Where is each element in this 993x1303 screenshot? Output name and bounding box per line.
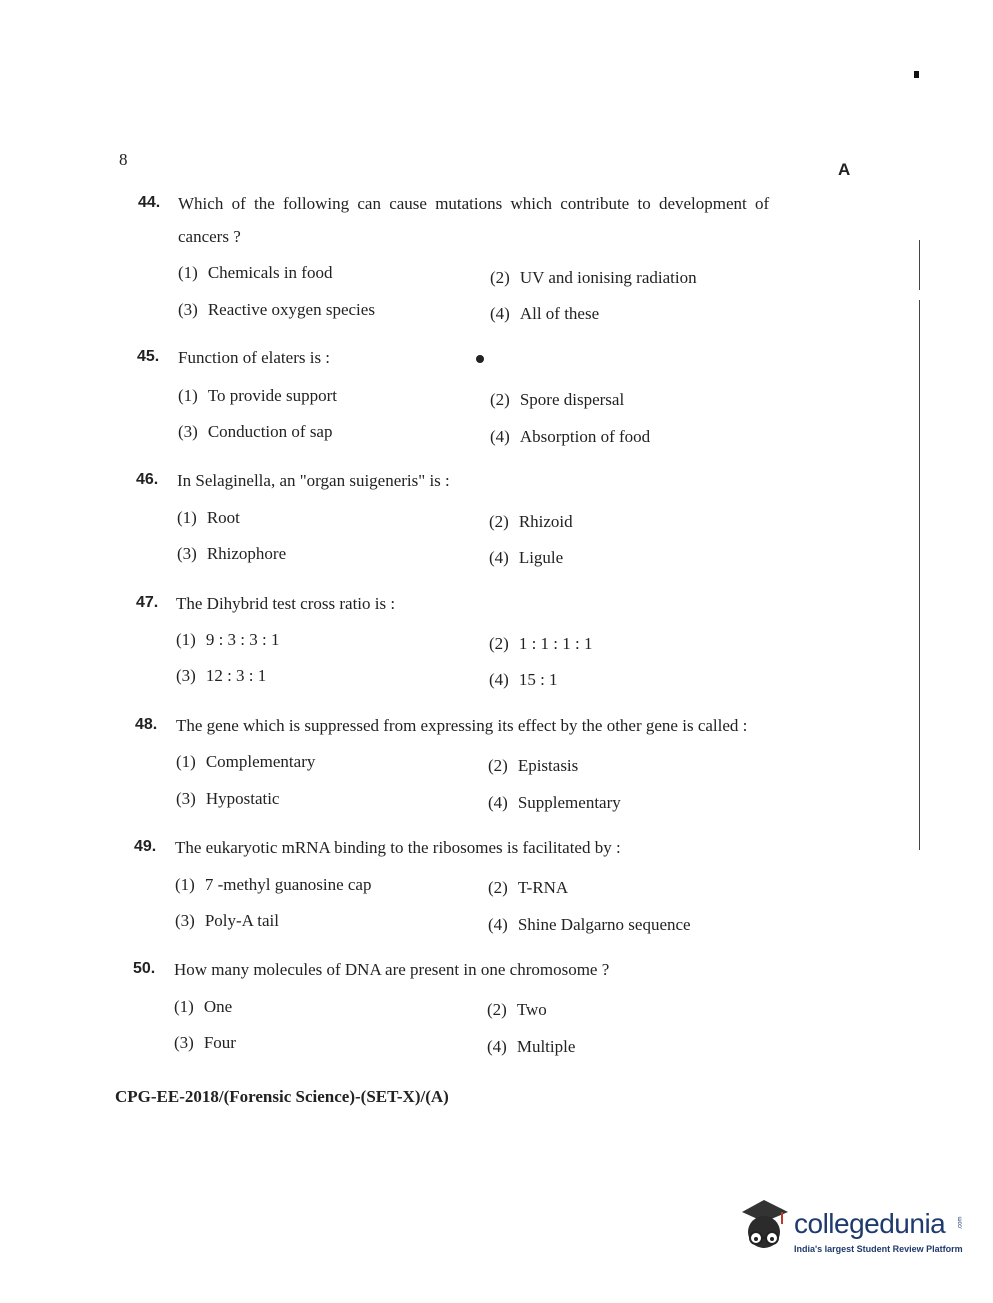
option-text: All of these [519,304,600,323]
option-text: 12 : 3 : 1 [205,666,267,685]
margin-line [919,240,920,290]
option-text: Four [203,1033,236,1052]
option-3 [175,911,279,931]
question-text: Function of elaters is : [178,348,331,367]
set-letter: A [838,160,851,179]
option-number: (4) [488,915,508,934]
question-number: 48. [135,716,158,733]
option-text: Complementary [205,752,316,771]
option-number: (3) [175,911,195,930]
option-text: Poly-A tail [204,911,279,930]
option-text: 1 : 1 : 1 : 1 [518,634,593,653]
option-2 [487,1000,547,1020]
option-number: (1) [178,386,198,405]
option-4 [488,793,621,813]
brand-tagline: India's largest Student Review Platform [794,1244,963,1254]
option-text: T-RNA [517,878,569,897]
option-3 [178,300,375,320]
collegedunia-logo [736,1198,966,1258]
option-1 [174,997,232,1017]
option-text: Spore dispersal [519,390,625,409]
option-number: (2) [488,878,508,897]
option-text: Hypostatic [205,789,280,808]
option-number: (2) [488,756,508,775]
option-number: (1) [176,752,196,771]
option-text: 9 : 3 : 3 : 1 [205,630,280,649]
question-number: 47. [136,594,159,611]
option-2 [488,756,578,776]
question-number: 45. [137,348,160,365]
option-2 [490,390,624,410]
margin-line [919,300,920,850]
option-2 [489,512,573,532]
option-4 [490,427,650,447]
option-4 [489,670,558,690]
option-text: Ligule [518,548,564,567]
brand-domain: .com [957,1216,964,1230]
option-text: Rhizoid [518,512,573,531]
question-text-continued: cancers ? [178,227,241,246]
option-1 [178,386,337,406]
option-number: (1) [174,997,194,1016]
question-text: The Dihybrid test cross ratio is : [176,594,396,613]
option-number: (3) [178,300,198,319]
ink-dot [476,355,484,363]
option-text: Root [206,508,240,527]
option-text: Absorption of food [519,427,651,446]
option-number: (4) [490,304,510,323]
question-text: How many molecules of DNA are present in one chromosome ? [174,960,610,979]
option-text: UV and ionising radiation [519,268,697,287]
option-text: Chemicals in food [207,263,333,282]
option-4 [490,304,599,324]
option-number: (1) [175,875,195,894]
option-text: Rhizophore [206,544,287,563]
question-number: 50. [133,960,156,977]
brand-name: collegedunia [794,1208,946,1239]
question-number: 44. [138,194,161,211]
option-number: (4) [489,670,509,689]
option-number: (3) [176,789,196,808]
option-text: Multiple [516,1037,576,1056]
question-number: 46. [136,471,159,488]
option-number: (3) [178,422,198,441]
option-text: Two [516,1000,547,1019]
option-3 [178,422,332,442]
option-text: 15 : 1 [518,670,558,689]
option-1 [178,263,332,283]
option-number: (1) [177,508,197,527]
option-text: Conduction of sap [207,422,333,441]
option-number: (3) [176,666,196,685]
question-number: 49. [134,838,157,855]
option-number: (4) [487,1037,507,1056]
option-text: Reactive oxygen species [207,300,375,319]
question-text: The gene which is suppressed from expressing its effect by the other gene is called : [176,716,748,735]
option-number: (4) [489,548,509,567]
option-2 [490,268,697,288]
option-2 [489,634,593,654]
option-text: To provide support [207,386,337,405]
option-2 [488,878,568,898]
option-1 [175,875,371,895]
question-text: Which of the following can cause mutations which contribute to development of [178,194,770,213]
option-number: (2) [490,268,510,287]
option-number: (4) [490,427,510,446]
option-text: Epistasis [517,756,579,775]
scan-mark [914,71,919,78]
option-number: (2) [490,390,510,409]
option-text: Shine Dalgarno sequence [517,915,691,934]
option-number: (2) [489,512,509,531]
option-number: (1) [176,630,196,649]
page-number: 8 [119,150,128,169]
option-number: (2) [487,1000,507,1019]
option-4 [488,915,691,935]
option-3 [176,666,266,686]
option-number: (3) [177,544,197,563]
option-3 [174,1033,236,1053]
option-number: (2) [489,634,509,653]
option-1 [176,752,315,772]
mascot-icon [736,1198,792,1258]
option-3 [177,544,286,564]
option-1 [176,630,280,650]
question-text: In Selaginella, an "organ suigeneris" is : [177,471,450,490]
option-1 [177,508,240,528]
option-number: (1) [178,263,198,282]
question-text: The eukaryotic mRNA binding to the ribosomes is facilitated by : [175,838,621,857]
option-number: (3) [174,1033,194,1052]
option-text: One [203,997,233,1016]
option-4 [489,548,563,568]
option-number: (4) [488,793,508,812]
option-3 [176,789,279,809]
option-text: 7 -methyl guanosine cap [204,875,372,894]
option-text: Supplementary [517,793,621,812]
option-4 [487,1037,575,1057]
paper-code: CPG-EE-2018/(Forensic Science)-(SET-X)/(A) [115,1087,449,1106]
